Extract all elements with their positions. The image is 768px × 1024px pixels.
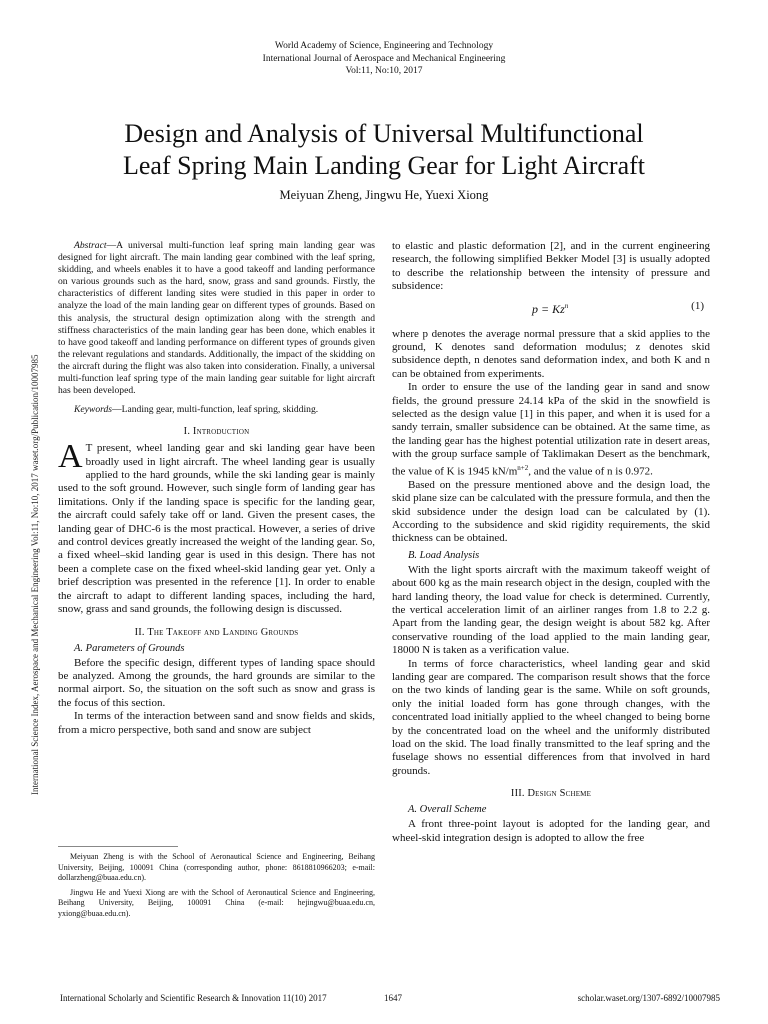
keywords-text: —Landing gear, multi-function, leaf spring, skidding. [112, 404, 319, 416]
paragraph: to elastic and plastic deformation [2], and in the current engineering research, the following simplified Bekker Model [3] is usually adopted to describe the relationship between the intensity of pressure and subsidence: [392, 240, 710, 293]
paragraph: where p denotes the average normal pressure that a skid applies to the ground, K denotes sand deformation modulus; z denotes skid subsidence depth, n denotes sand deformation index, and both K and n can be obtained from experiments. [392, 327, 710, 380]
section-heading-introduction: I. Introduction [183, 426, 250, 438]
paragraph: In terms of force characteristics, wheel landing gear and skid landing gear are compared. The comparison result shows that the force on the two kinds of landing gear is the same. While on soft grounds, only the initial loaded form has gone through changes, with the concentrated load initially applied to the wheel changed to being borne by the concentrated load on the wheel and the uniformly distributed load on the skid. The load finally transmitted to the leaf spring and the fuselage shows no essential differences from that involved in hard grounds. [392, 657, 710, 777]
footnote-2: Jingwu He and Yuexi Xiong are with the School of Aeronautical Science and Engineering, Beihang University, Beijing, 100091 China (e-mail: hejingwu@buaa.edu.cn, yxiong@buaa.edu.cn). [58, 887, 375, 918]
paragraph: In terms of the interaction between sand and snow fields and skids, from a micro perspective, both sand and snow are subject [58, 710, 375, 736]
keywords-label: Keywords [74, 404, 113, 416]
paragraph: With the light sports aircraft with the maximum takeoff weight of about 600 kg as the main research object in the design, coupled with the hard landing theory, the load value for check is determined. Currently, the vertical acceleration limit of an airliner ranges from 1.8 to 2.2 g. Apart from the landing gear, the design weight is about 582 kg. After conservative rounding of the load applied to the main landing gear, 18000 N is taken as a verification value. [392, 563, 710, 657]
abstract [58, 240, 375, 397]
unit-superscript: n+2 [517, 463, 529, 472]
title-line-2: Leaf Spring Main Landing Gear for Light Aircraft [123, 151, 645, 180]
header-line-2: International Journal of Aerospace and Mechanical Engineering [262, 53, 506, 64]
section-heading-grounds: II. The Takeoff and Landing Grounds [134, 626, 299, 638]
equation-1 [392, 296, 710, 326]
journal-header [0, 40, 768, 78]
right-column [392, 240, 710, 845]
paragraph: Based on the pressure mentioned above and the design load, the skid plane size can be calculated with the pressure formula, and then the skid subsidence under the design load can be calculated by (1). According to the subsidence and skid rigidity requirements, the skid thickness can be obtained. [392, 478, 710, 545]
footer-link[interactable]: scholar.waset.org/1307-6892/10007985 [577, 993, 720, 1003]
equation-exponent: n [564, 301, 569, 310]
subsection-heading-load-analysis: B. Load Analysis [408, 549, 480, 561]
introduction-text: T present, wheel landing gear and ski landing gear have been broadly used in light aircraft. The wheel landing gear is usually applied to the hard grounds, while the ski landing gear is mainly used to the soft ground. However, such single form of landing gear has limitations. Only if the landing space is specific for the landing gear, the aircraft could safely take off or land. Given the present cases, the landing gear of DHC-6 is the most practical. However, a series of drive and control devices greatly increased the weight of the landing gear. So, a fixed wheel–skid landing gear is used in this design. There has not been a complete case on the fixed wheel-skid landing gear yet. Only a brief description was presented in the reference [1]. In order to enable the aircraft to adapt to different landing spaces, including the hard, snow, grass and sand grounds, the following design is discussed. [58, 442, 375, 616]
equation-number: (1) [691, 299, 704, 312]
paragraph [392, 381, 710, 479]
page-number: 1647 [384, 993, 402, 1003]
abstract-text: —A universal multi-function leaf spring main landing gear was designed for light aircraft. The main landing gear combined with the leaf spring, skidding, and wheels enables it to have a good takeoff and landing performance on various grounds such as the hard, snow, grass and sand grounds. Firstly, the characteristics of different landing sites were studied in this paper in order to analyze the load of the main landing gear on different types of grounds. Based on this analysis, the structural design optimization along with the strength and stiffness characteristics of the main landing gear has been done, which enables it to have good takeoff and landing performance on different types of grounds given the relevant regulations and standards. Additionally, the impact of the skidding on the aircraft during the flight was also taken into consideration. Finally, a universal multi-function leaf spring type of the main landing gear suitable for light aircraft has been developed. [58, 240, 375, 397]
footnotes [58, 852, 375, 923]
author-list: Meiyuan Zheng, Jingwu He, Yuexi Xiong [279, 188, 489, 202]
header-line-3: Vol:11, No:10, 2017 [345, 66, 423, 76]
header-line-1: World Academy of Science, Engineering and Technology [274, 41, 494, 51]
section-heading-design-scheme: III. Design Scheme [510, 788, 592, 800]
paragraph: A front three-point layout is adopted for the landing gear, and wheel-skid integration design is adopted to allow the free [392, 818, 710, 844]
footer-journal-info: International Scholarly and Scientific Research & Innovation 11(10) 2017 [60, 993, 327, 1003]
subsection-heading-parameters: A. Parameters of Grounds [74, 642, 185, 654]
drop-cap: A [58, 438, 83, 476]
footnote-rule [58, 846, 178, 847]
paragraph-text: , and the value of n is 0.972. [528, 465, 653, 478]
equation-lhs: p = Kz [532, 301, 565, 316]
paragraph-text: In order to ensure the use of the landing gear in sand and snow fields, the ground pressure 24.14 kPa of the skid in the snowfield is selected as the design value [1] in this paper, and when it is used for a sandy terrain, smaller subsidence can be obtained. At the same time, as the landing gear has the highest potential utilization rate in desert areas, with the group surface sample of Taklimakan Desert as the benchmark, the value of K is 1945 kN/m [392, 381, 710, 478]
paragraph: Before the specific design, different types of landing space should be analyzed. Among the grounds, the hard grounds are similar to the normal airport. So, the situation on the soft such as snow and grass is the focus of this section. [58, 656, 375, 709]
left-column [58, 240, 375, 737]
paper-title [40, 118, 728, 182]
keywords [58, 404, 375, 416]
subsection-heading-overall-scheme: A. Overall Scheme [408, 804, 487, 816]
side-watermark-text: International Science Index, Aerospace and Mechanical Engineering Vol:11, No:10, 2017 waset.org/Publication/10007985 [30, 354, 40, 795]
introduction-paragraph [58, 438, 375, 616]
equation-expression [532, 302, 568, 317]
abstract-label: Abstract [74, 240, 107, 251]
footnote-1: Meiyuan Zheng is with the School of Aeronautical Science and Engineering, Beihang University, Beijing, 100091 China (corresponding author, phone: 8618810966203; e-mail: dollarzheng@buaa.edu.cn). [58, 852, 375, 882]
title-line-1: Design and Analysis of Universal Multifunctional [124, 119, 644, 148]
